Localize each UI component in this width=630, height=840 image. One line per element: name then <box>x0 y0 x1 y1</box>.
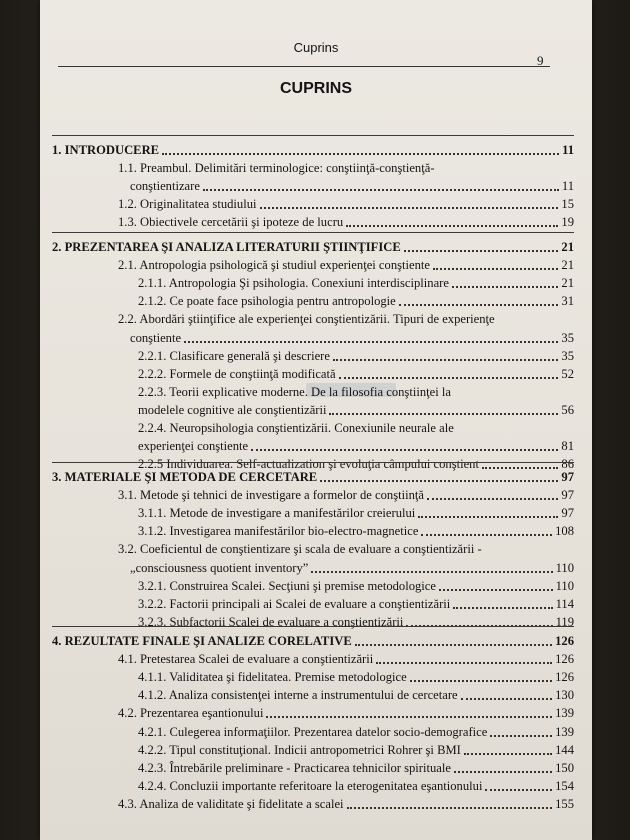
toc-entry <box>138 687 574 703</box>
dot-leader <box>439 578 553 591</box>
toc-entry <box>138 614 574 630</box>
toc-entry-title: 1.1. Preambul. Delimitări terminologice: conştiinţă-conştienţă- <box>118 161 435 176</box>
toc-entry <box>118 796 574 812</box>
toc-entry-page: 139 <box>555 706 574 721</box>
toc-entry-title: 4.2.4. Concluzii importante referitoare la eterogenitatea eşantionului <box>138 778 483 793</box>
toc-entry-title: 4.1.1. Validitatea şi fidelitatea. Premise metodologice <box>138 670 407 685</box>
toc-entry <box>130 560 574 576</box>
toc-entry-title: 2.2.5 Individuarea. Self-actualization şi evoluţia câmpului conştient <box>138 457 479 472</box>
dot-leader <box>404 239 559 252</box>
dot-leader <box>433 257 558 270</box>
dot-leader <box>399 293 559 306</box>
toc-chapter-entry <box>52 142 574 158</box>
dot-leader <box>376 651 552 664</box>
toc-entry-page: 35 <box>561 348 574 363</box>
dot-leader <box>355 633 552 646</box>
dot-leader <box>347 796 553 809</box>
toc-entry-title: 2.2.3. Teorii explicative moderne. De la filosofia conştiinţei la <box>138 384 451 399</box>
dot-leader <box>320 469 558 482</box>
toc-entry-title: 3.1.2. Investigarea manifestărilor bio-electro-magnetice <box>138 524 419 539</box>
toc-entry-title: 2.2. Abordări ştiinţifice ale experienţei conştientizării. Tipuri de experienţe <box>118 312 495 327</box>
toc-chapter-entry <box>52 633 574 649</box>
toc-entry <box>138 578 574 594</box>
book-page <box>40 0 592 840</box>
dot-leader <box>490 724 552 737</box>
toc-entry-page: 114 <box>555 596 574 611</box>
toc-entry-title: 3.2.3. Subfactorii Scalei de evaluare a conştientizării <box>138 614 404 629</box>
toc-entry <box>138 778 574 794</box>
toc-entry <box>118 487 574 503</box>
toc-entry-title: conştientizare <box>130 179 200 194</box>
toc-entry-page: 52 <box>561 366 574 381</box>
toc-entry-title: 4.2. Prezentarea eşantionului <box>118 706 264 721</box>
toc-entry <box>118 214 574 230</box>
toc-entry-title: 4.2.3. Întrebările preliminare - Practicarea tehnicilor spirituale <box>138 760 451 775</box>
toc-section-4 <box>52 626 574 811</box>
toc-entry-page: 86 <box>561 457 574 472</box>
toc-entry-title: 3.2.1. Construirea Scalei. Secţiuni şi premise metodologice <box>138 578 436 593</box>
toc-entry-title: 3.1.1. Metode de investigare a manifestărilor creierului <box>138 506 416 521</box>
toc-entry-title: 4.1. Pretestarea Scalei de evaluare a conştientizării <box>118 652 374 667</box>
toc-entry-page: 11 <box>561 179 574 194</box>
toc-entry <box>118 160 574 176</box>
dot-leader <box>162 142 559 155</box>
dot-leader <box>329 402 558 415</box>
toc-entry <box>138 760 574 776</box>
toc-entry-page: 126 <box>555 634 574 648</box>
toc-entry-page: 150 <box>555 760 574 775</box>
toc-entry-title: 2.2.1. Clasificare generală şi descriere <box>138 348 330 363</box>
toc-entry-title: 4. REZULTATE FINALE ŞI ANALIZE CORELATIVE <box>52 634 352 648</box>
toc-entry-page: 154 <box>555 778 574 793</box>
toc-entry <box>138 348 574 364</box>
toc-entry-page: 81 <box>561 439 574 454</box>
toc-entry-page: 35 <box>561 330 574 345</box>
running-header: Cuprins <box>293 40 339 55</box>
toc-entry-page: 11 <box>562 143 574 157</box>
toc-entry-page: 21 <box>561 258 574 273</box>
toc-entry-title: 4.1.2. Analiza consistenţei interne a instrumentului de cercetare <box>138 688 458 703</box>
dot-leader <box>464 742 552 755</box>
dot-leader <box>203 178 559 191</box>
toc-entry-title: 2.1. Antropologia psihologică şi studiul experienţei conştiente <box>118 258 430 273</box>
toc-entry-page: 31 <box>561 294 574 309</box>
toc-entry-page: 126 <box>555 652 574 667</box>
toc-entry-page: 97 <box>561 506 574 521</box>
toc-entry-title: 1.2. Originalitatea studiului <box>118 197 257 212</box>
toc-entry <box>130 178 574 194</box>
dot-leader <box>421 523 552 536</box>
toc-entry-page: 119 <box>555 614 574 629</box>
toc-entry-page: 97 <box>561 470 574 484</box>
toc-entry-title: 1.3. Obiectivele cercetării şi ipoteze de lucru <box>118 215 344 230</box>
toc-entry <box>138 420 574 436</box>
dot-leader <box>333 348 558 361</box>
toc-entry-title: „consciousness quotient inventory” <box>130 560 309 575</box>
toc-entry <box>138 742 574 758</box>
toc-entry-page: 130 <box>555 688 574 703</box>
toc-entry-title: 4.2.2. Tipul constituţional. Indicii antropometrici Rohrer şi BMI <box>138 742 461 757</box>
toc-entry <box>118 541 574 557</box>
toc-entry-page: 97 <box>561 488 574 503</box>
toc-entry-title: 3.2. Coeficientul de conştientizare şi scala de evaluare a conştientizării - <box>118 542 482 557</box>
toc-entry-page: 15 <box>561 197 574 212</box>
toc-entry-title: 2.1.1. Antropologia Şi psihologia. Conexiuni interdisciplinare <box>138 276 449 291</box>
dot-leader <box>461 687 552 700</box>
page-number: 9 <box>537 53 544 68</box>
dot-leader <box>453 596 552 609</box>
toc-section-2 <box>52 232 574 472</box>
toc-entry-title: 2.2.4. Neuropsihologia conştientizării. Conexiunile neurale ale <box>138 421 454 435</box>
dot-leader <box>339 366 559 379</box>
toc-entry <box>118 705 574 721</box>
toc-entry-page: 110 <box>555 560 574 575</box>
toc-entry <box>138 669 574 685</box>
toc-entry <box>138 275 574 291</box>
toc-entry-title: modelele cognitive ale conştientizării <box>138 402 327 417</box>
toc-entry-title: experienţei conştiente <box>138 439 249 454</box>
toc-entry-page: 21 <box>561 240 574 254</box>
toc-entry-page: 21 <box>561 276 574 291</box>
toc-entry <box>138 366 574 382</box>
toc-entry <box>138 293 574 309</box>
toc-entry <box>138 384 574 400</box>
toc-entry-title: 2. PREZENTAREA ŞI ANALIZA LITERATURII ŞTIINŢIFICE <box>52 240 401 254</box>
dot-leader <box>454 760 552 773</box>
toc-entry <box>138 523 574 539</box>
toc-entry-page: 144 <box>555 742 574 757</box>
dot-leader <box>260 196 559 209</box>
toc-entry-title: 4.3. Analiza de validitate şi fidelitate a scalei <box>118 796 344 811</box>
dot-leader <box>346 214 558 227</box>
toc-entry-title: conştiente <box>130 330 182 345</box>
toc-entry <box>130 330 574 346</box>
toc-entry-title: 3. MATERIALE ŞI METODA DE CERCETARE <box>52 470 318 484</box>
toc-entry <box>118 257 574 273</box>
toc-entry-page: 108 <box>555 524 574 539</box>
dot-leader <box>311 560 552 573</box>
toc-section-1 <box>52 135 574 230</box>
dot-leader <box>184 330 558 343</box>
toc-entry-page: 19 <box>561 215 574 230</box>
dot-leader <box>452 275 558 288</box>
toc-entry <box>118 311 574 327</box>
toc-entry-page: 56 <box>561 402 574 417</box>
toc-entry-title: 3.2.2. Factorii principali ai Scalei de evaluare a conştientizării <box>138 596 451 611</box>
toc-entry-page: 155 <box>555 796 574 811</box>
toc-entry <box>138 402 574 418</box>
toc-entry-title: 2.1.2. Ce poate face psihologia pentru antropologie <box>138 294 396 309</box>
toc-entry <box>138 724 574 740</box>
dot-leader <box>427 487 558 500</box>
dot-leader <box>485 778 552 791</box>
dot-leader <box>418 505 558 518</box>
toc-entry <box>118 651 574 667</box>
toc-chapter-entry <box>52 469 574 485</box>
toc-entry <box>138 505 574 521</box>
toc-entry-title: 4.2.1. Culegerea informaţiilor. Prezentarea datelor socio-demografice <box>138 724 488 739</box>
toc-entry-title: 2.2.2. Formele de conştiinţă modificată <box>138 366 336 381</box>
dot-leader <box>410 669 552 682</box>
toc-title: CUPRINS <box>279 80 352 97</box>
toc-entry-page: 139 <box>555 724 574 739</box>
dot-leader <box>266 705 552 718</box>
header-rule <box>58 66 550 67</box>
dot-leader <box>251 438 558 451</box>
toc-entry <box>118 196 574 212</box>
toc-chapter-entry <box>52 239 574 255</box>
toc-entry-title: 1. INTRODUCERE <box>52 143 160 157</box>
toc-entry <box>138 438 574 454</box>
toc-entry <box>138 596 574 612</box>
toc-entry-page: 126 <box>555 670 574 685</box>
toc-entry-page: 110 <box>555 578 574 593</box>
dot-leader <box>406 614 552 627</box>
toc-entry-title: 3.1. Metode şi tehnici de investigare a formelor de conştiinţă <box>118 488 425 503</box>
